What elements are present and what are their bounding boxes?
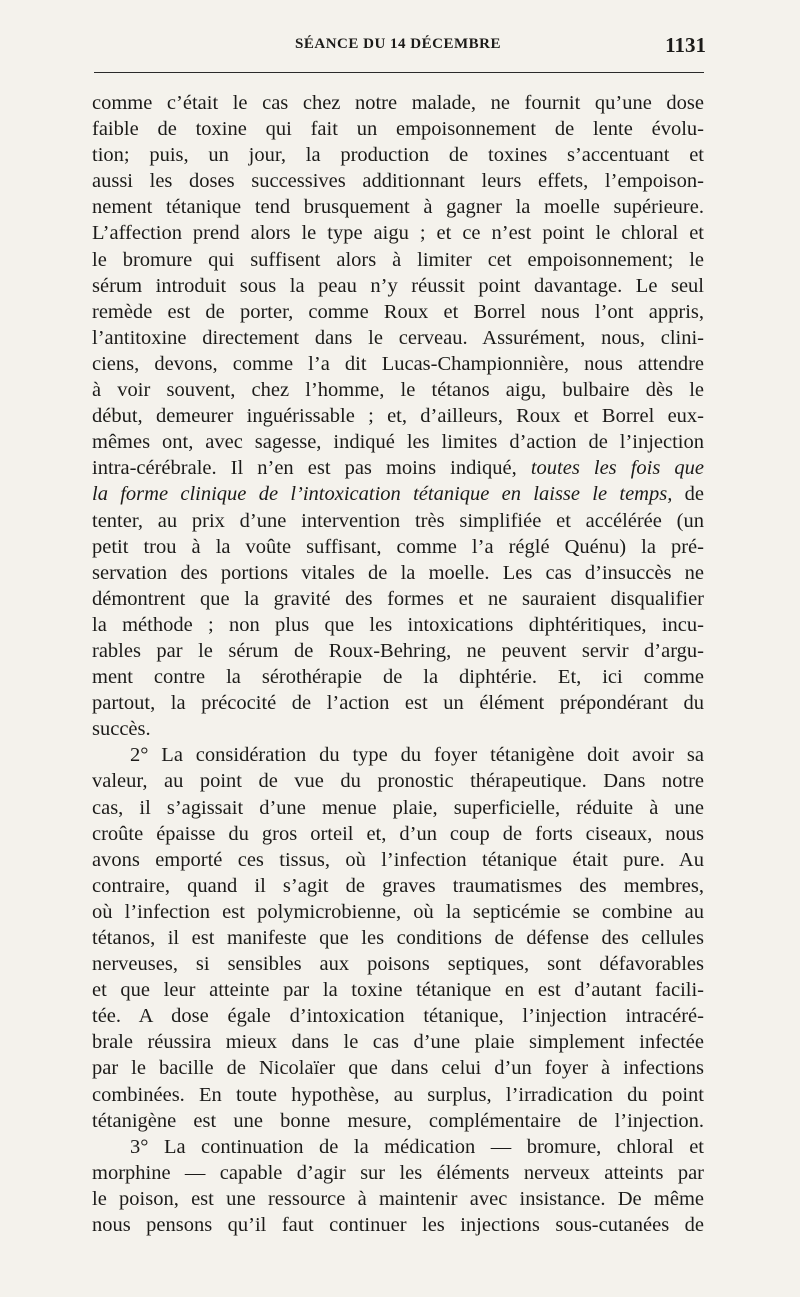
text-line: début, demeurer inguérissable ; et, d’ailleurs, Roux et Borrel eux- — [92, 405, 704, 428]
text-line: remède est de porter, comme Roux et Borrel nous l’ont appris, — [92, 300, 704, 323]
running-header — [92, 34, 704, 60]
text-line: croûte épaisse du gros orteil et, d’un coup de forts ciseaux, nous — [92, 822, 704, 845]
text-line: contraire, quand il s’agit de graves traumatismes des membres, — [92, 874, 704, 897]
text-line: tétanos, il est manifeste que les conditions de défense des cellules — [92, 927, 704, 949]
text-line: par le bacille de Nicolaïer que dans celui d’un foyer à infections — [92, 1057, 704, 1080]
body-text — [92, 90, 704, 1238]
running-title: SÉANCE DU 14 DÉCEMBRE — [295, 36, 501, 52]
text-line: brale réussira mieux dans le cas d’une plaie simplement infectée — [92, 1031, 704, 1054]
text-line: le bromure qui suffisent alors à limiter cet empoisonnement; le — [92, 248, 704, 271]
text-line: nement tétanique tend brusquement à gagner la moelle supérieure. — [92, 196, 704, 219]
text-line-mixed — [92, 455, 704, 481]
text-line: démontrent que la gravité des formes et ne sauraient disqualifier — [92, 587, 704, 610]
text-line: servation des portions vitales de la moelle. Les cas d’insuccès ne — [92, 561, 704, 584]
text-segment: de — [672, 483, 704, 506]
text-line: valeur, au point de vue du pronostic thérapeutique. Dans notre — [92, 770, 704, 793]
text-line: partout, la précocité de l’action est un élément prépondérant du — [92, 692, 704, 715]
text-line: tétanigène est une bonne mesure, complémentaire de l’injection. — [92, 1109, 704, 1132]
text-line: nerveuses, si sensibles aux poisons septiques, sont défavorables — [92, 953, 704, 976]
italic-phrase: toutes les fois que — [530, 457, 704, 480]
text-line: aussi les doses successives additionnant leurs effets, l’empoison- — [92, 170, 704, 193]
text-line: ment contre la sérothérapie de la diphtérie. Et, ici comme — [92, 666, 704, 689]
text-line: petit trou à la voûte suffisant, comme l’a réglé Quénu) la pré- — [92, 535, 704, 558]
text-line: mêmes ont, avec sagesse, indiqué les limites d’action de l’injection — [92, 431, 704, 454]
paragraph-start-line: 2° La considération du type du foyer tétanigène doit avoir sa — [130, 744, 704, 767]
text-line: faible de toxine qui fait un empoisonnement de lente évolu- — [92, 118, 704, 141]
text-line: tenter, au prix d’une intervention très simplifiée et accélérée (un — [92, 509, 704, 532]
text-line: la méthode ; non plus que les intoxications diphtéritiques, incu- — [92, 613, 704, 636]
text-line: cas, il s’agissait d’une menue plaie, superficielle, réduite à une — [92, 796, 704, 819]
text-line: l’antitoxine directement dans le cerveau. Assurément, nous, clini- — [92, 326, 704, 349]
text-line: comme c’était le cas chez notre malade, ne fournit qu’une dose — [92, 92, 704, 114]
text-line: nous pensons qu’il faut continuer les injections sous-cutanées de — [92, 1214, 704, 1237]
text-segment: intra-cérébrale. Il n’en est pas moins indiqué, — [92, 457, 517, 480]
paragraph-start-line: 3° La continuation de la médication — bromure, chloral et — [130, 1135, 704, 1158]
text-line: où l’infection est polymicrobienne, où la septicémie se combine au — [92, 900, 704, 923]
text-line: succès. — [92, 718, 151, 741]
text-line: combinées. En toute hypothèse, au surplus, l’irradication du point — [92, 1083, 704, 1106]
text-line: et que leur atteinte par la toxine tétanique en est d’autant facili- — [92, 979, 704, 1002]
text-line: le poison, est une ressource à maintenir avec insistance. De même — [92, 1187, 704, 1210]
italic-phrase: la forme clinique de l’intoxication tétanique en laisse le temps, — [92, 483, 673, 506]
text-line: ciens, devons, comme l’a dit Lucas-Championnière, nous attendre — [92, 352, 704, 375]
text-line: L’affection prend alors le type aigu ; et ce n’est point le chloral et — [92, 222, 704, 245]
text-line: avons emporté ces tissus, où l’infection tétanique était pure. Au — [92, 848, 704, 871]
text-line-mixed — [92, 481, 704, 507]
text-line: tée. A dose égale d’intoxication tétanique, l’injection intracéré- — [92, 1005, 704, 1028]
text-line: tion; puis, un jour, la production de toxines s’accentuant et — [92, 144, 704, 167]
header-rule — [94, 72, 704, 73]
text-line: à voir souvent, chez l’homme, le tétanos aigu, bulbaire dès le — [92, 379, 704, 402]
text-line: rables par le sérum de Roux-Behring, ne peuvent servir d’argu- — [92, 639, 704, 662]
text-line: sérum introduit sous la peau n’y réussit point davantage. Le seul — [92, 274, 704, 297]
text-line: morphine — capable d’agir sur les éléments nerveux atteints par — [92, 1161, 704, 1184]
page-number: 1131 — [665, 33, 706, 57]
